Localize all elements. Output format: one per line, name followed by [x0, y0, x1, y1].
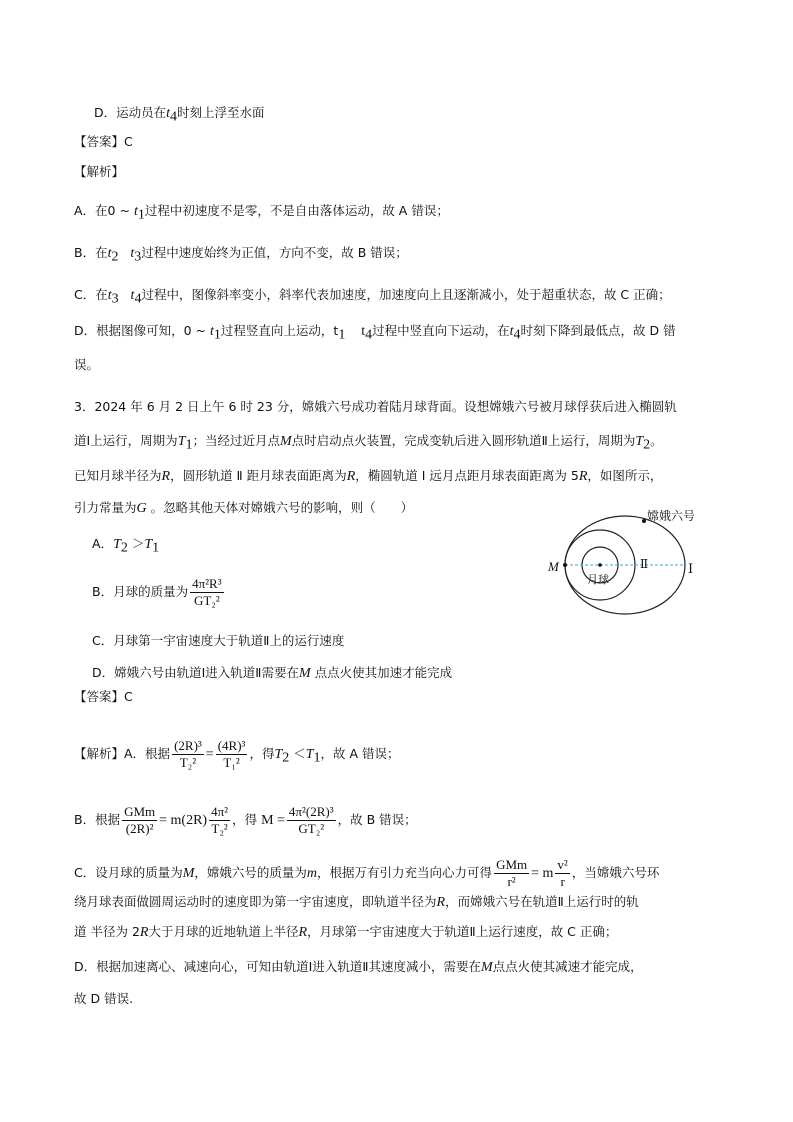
q3-stem-line2: 道Ⅰ上运行，周期为$T_1$；当经过近月点M点时启动点火装置，完成变轨后进入圆形轨道Ⅱ上运行，周期为$T_2$。: [74, 433, 663, 453]
q2-answer: 【答案】C: [74, 134, 133, 149]
point-m-dot: [563, 563, 567, 567]
q2-analysis-d: D．根据图像可知，0 ~ $t_1$过程竖直向上运动，$t_1$ $t_4$过程中竖直向下运动，在$t_4$时刻下降到最低点，故 D 错: [74, 323, 676, 343]
moon-label: 月球: [587, 574, 609, 586]
q3-analysis-b: B．根据 $\frac{\text{GMm}}{\text{(2R)²}}$ = m(2R) $\frac{\text{4π²}}{\text{T₂²}}$ ，得 M = $\frac{\text{4π²(2R)³}}{\text{GT₂²}}$ ，故 B 错误；: [74, 804, 417, 836]
q3-stem-line3: 已知月球半径为R，圆形轨道 Ⅱ 距月球表面距离为R，椭圆轨道 Ⅰ 远月点距月球表面距离为 5R，如图所示，: [74, 468, 663, 484]
q3-option-c: C．月球第一宇宙速度大于轨道Ⅱ上的运行速度: [92, 633, 345, 648]
q2-analysis-d-wrap: 误。: [74, 357, 100, 372]
craft-label: 嫦娥六号: [647, 509, 696, 523]
q3-answer: 【答案】C: [74, 689, 133, 704]
q3-stem-line1: 3．2024 年 6 月 2 日上午 6 时 23 分，嫦娥六号成功着陆月球背面。设想嫦娥六号被月球俘获后进入椭圆轨: [74, 399, 677, 414]
q3-option-b: B．月球的质量为 $\frac{\text{4π²R³}}{\text{GT₂²}}$: [92, 576, 222, 608]
orbit-diagram: [540, 505, 715, 620]
optB-fraction: $\frac{\text{4π²R³}}{\text{GT₂²}}$: [192, 576, 222, 608]
q3-stem-line4: 引力常量为G 。忽略其他天体对嫦娥六号的影响，则（ ）: [74, 500, 414, 516]
q2-analysis-b: B．在$t_2$ $t_3$过程中速度始终为正值，方向不变，故 B 错误；: [74, 245, 408, 265]
q3-option-a: A．$T_2 >T_1$: [92, 536, 160, 556]
q3-analysis-c-line2: 绕月球表面做圆周运动时的速度即为第一宇宙速度，即轨道半径为R，而嫦娥六号在轨道Ⅱ上运行时的轨: [74, 894, 639, 910]
point-m-label: M: [548, 559, 559, 574]
q3-analysis-a: 【解析】A．根据 $\frac{\text{(2R)³}}{\text{T₂²}}$ = $\frac{\text{(4R)³}}{\text{T₁²}}$ ，得$T_2 <T_1$，故 A 错误；: [74, 738, 400, 770]
moon-center-dot: [598, 563, 602, 567]
q3-option-d: D．嫦娥六号由轨道Ⅰ进入轨道Ⅱ需要在M 点点火使其加速才能完成: [92, 665, 453, 681]
q2-analysis-heading: 【解析】: [74, 164, 125, 179]
q2-analysis-a: A．在0 ~ $t_1$过程中初速度不是零，不是自由落体运动，故 A 错误；: [74, 203, 449, 223]
orbit-i-label: Ⅰ: [688, 561, 694, 576]
q3-analysis-d-line1: D．根据加速离心、减速向心，可知由轨道Ⅰ进入轨道Ⅱ其速度减小，需要在M点点火使其减速才能完成，: [74, 959, 643, 975]
q3-analysis-d-line2: 故 D 错误.: [74, 991, 134, 1006]
q2-option-d: D．运动员在$t_4$时刻上浮至水面: [94, 105, 265, 125]
orbit-ii-label: Ⅱ: [640, 557, 649, 571]
q3-analysis-c-line1: C．设月球的质量为M，嫦娥六号的质量为m，根据万有引力充当向心力可得 $\frac{\text{GMm}}{\text{r²}}$ = m $\frac{\text{v²}}{r}$ ，当嫦娥六号环: [74, 857, 660, 889]
q2-analysis-c: C．在$t_3$ $t_4$过程中，图像斜率变小，斜率代表加速度，加速度向上且逐渐减小，处于超重状态，故 C 正确；: [74, 287, 671, 307]
q3-analysis-c-line3: 道 半径为 2R大于月球的近地轨道上半径R，月球第一宇宙速度大于轨道Ⅱ上运行速度，故 C 正确；: [74, 924, 618, 940]
craft-dot: [642, 519, 646, 523]
